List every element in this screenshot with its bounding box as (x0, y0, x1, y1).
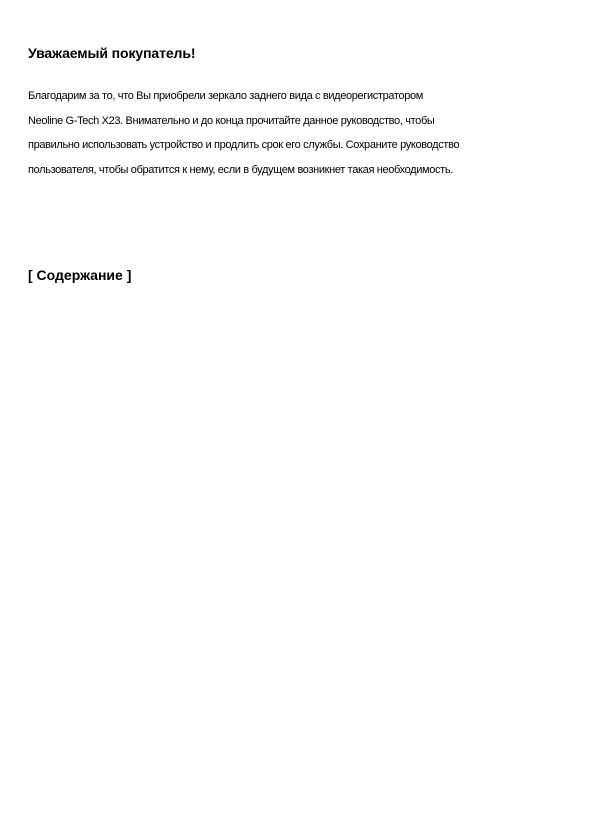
intro-paragraph (28, 84, 573, 182)
table-of-contents-heading: [ Содержание ] (28, 267, 132, 283)
greeting-heading: Уважаемый покупатель! (28, 45, 196, 61)
intro-line: правильно использовать устройство и продлить срок его службы. Сохраните руководство (28, 139, 460, 151)
intro-line: Neoline G-Tech X23. Внимательно и до конца прочитайте данное руководство, чтобы (28, 114, 435, 127)
intro-line: Благодарим за то, что Вы приобрели зеркало заднего вида с видеорегистратором (28, 90, 423, 102)
intro-line: пользователя, чтобы обратится к нему, если в будущем возникнет такая необходимость. (28, 163, 453, 176)
